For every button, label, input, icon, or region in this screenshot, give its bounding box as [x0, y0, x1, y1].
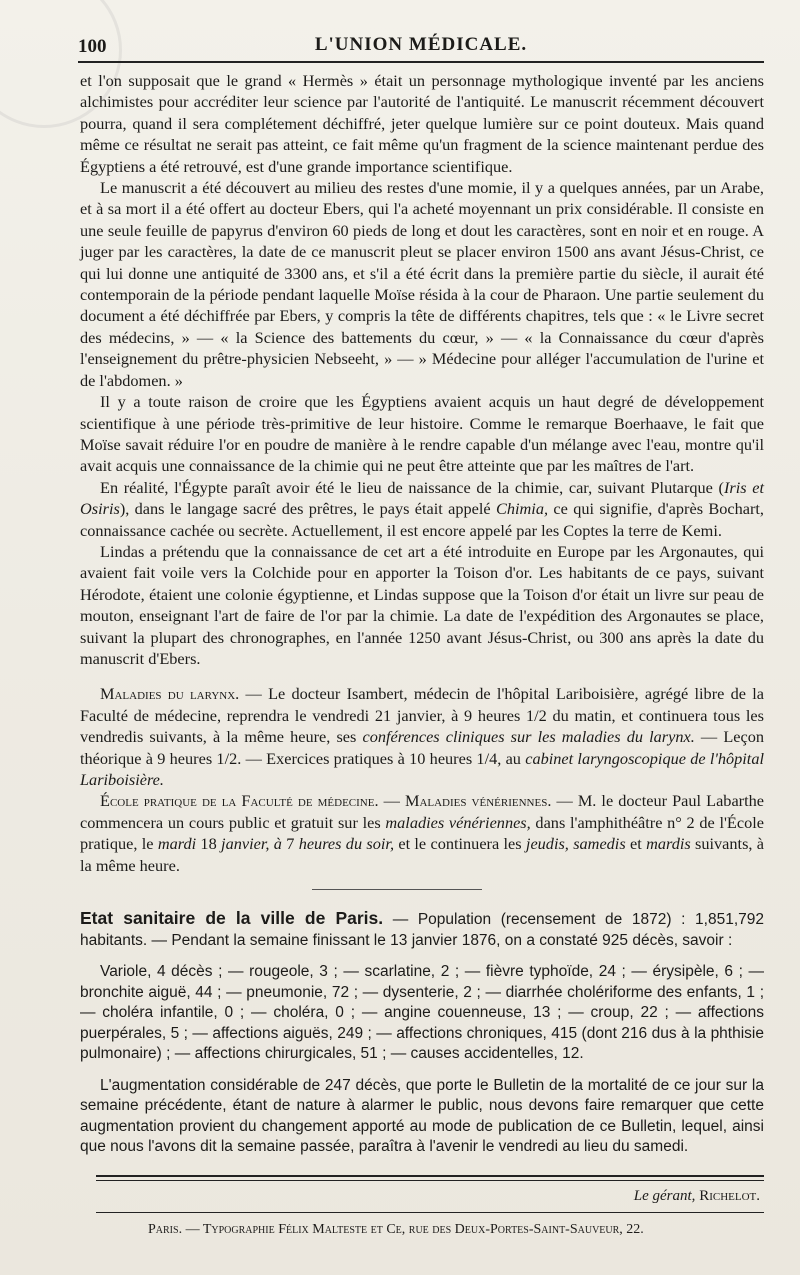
article-paragraph-1: et l'on supposait que le grand « Hermès » était un personnage mythologique inventé par les anciens alchimistes pour accréditer leur science par l'autorité de l'antiquité. Le manuscrit récemment découvert pourra, quand il sera complétement déchiffré, jeter quelque lumière sur ce point douteux. Mais quand même ce résultat ne serait pas atteint, ce fait même qu'un fragment de la science maintenant perdue des Égyptiens a été retrouvé, est d'une grande importance scientifique.: [80, 71, 764, 176]
article-body: [80, 70, 764, 876]
notice-ecole-text-f: et: [625, 834, 647, 854]
footer-rule-top-thin: [96, 1180, 764, 1181]
section-separator: [312, 889, 482, 890]
notice-ecole-italic-5: jeudis, samedis: [525, 834, 626, 854]
header-rule: [78, 61, 764, 63]
etat-title: Etat sanitaire de la ville de Paris.: [80, 908, 384, 928]
notice-ecole-heading-2: Maladies vénériennes.: [404, 791, 552, 811]
notice-ecole-heading: École pratique de la Faculté de médecine.: [100, 791, 379, 811]
notice-larynx-text-b: — Leçon théorique à 9 heures 1/2. — Exercices pratiques à 10 heures 1/4, au: [80, 727, 765, 768]
etat-causes: Variole, 4 décès ; — rougeole, 3 ; — scarlatine, 2 ; — fièvre typhoïde, 24 ; — érysipèle, 6 ; — bronchite aiguë, 44 ; — pneumonie, 72 ; — dysenterie, 2 ; — diarrhée cholériforme des enfants, 1 ; — choléra infantile, 0 ; — choléra, 0 ; — angine couenneuse, 13 ; — croup, 22 ; — affections puerpérales, 5 ; — affections aiguës, 249 ; — affections chroniques, 415 (dont 216 dus à la phthisie pulmonaire) ; — affections chirurgicales, 51 ; — causes accidentelles, 12.: [80, 963, 764, 1062]
section-gap: [80, 669, 764, 683]
notice-ecole-italic-2: mardi: [157, 834, 197, 854]
etat-gap: [80, 951, 764, 962]
notice-larynx-italic-1: conférences cliniques sur les maladies du larynx.: [362, 727, 695, 747]
notice-ecole-text-e: et le continuera les: [394, 834, 526, 854]
chimia-term: Chimia,: [496, 499, 549, 519]
signature-name: Richelot.: [699, 1188, 760, 1204]
notice-larynx: [80, 683, 764, 790]
etat-intro-text: — Population (recensement de 1872) : 1,851,792 habitants. — Pendant la semaine finissant le 13 janvier 1876, on a constaté 925 décès, savoir :: [80, 911, 764, 949]
notice-ecole-text-d: 7: [281, 834, 299, 854]
etat-sanitaire-section: [80, 908, 764, 1158]
iris-et-osiris-title: Iris et Osiris: [80, 477, 764, 519]
paragraph-4-text-b: ), dans le langage sacré des prêtres, le pays était appelé: [119, 499, 497, 519]
notice-ecole-text-a: — M. le docteur Paul Labarthe commencera un cours public et gratuit sur les: [80, 791, 764, 832]
notice-ecole-italic-1: maladies vénériennes,: [385, 812, 531, 832]
article-paragraph-3: Il y a toute raison de croire que les Égyptiens avaient acquis un haut degré de développement scientifique à une période très-primitive de leur histoire. Comme le remarque Boerhaave, le fait que Moïse savait réduire l'or en poudre de manière à le rendre capable d'un mélange avec l'eau, montre qu'il avait acquis une connaissance de la chimie qui ne peut être atteinte que par les maîtres de l'art.: [80, 392, 764, 476]
footer-rule-top: [96, 1175, 764, 1177]
article-paragraph-5: Lindas a prétendu que la connaissance de cet art a été introduite en Europe par les Argonautes, qui avaient fait voile vers la Colchide pour en apporter la Toison d'or. Les habitants de ce pays, suivant Hérodote, étaient une colonie égyptienne, et Lindas suppose que la Toison d'or était un livre sur peau de mouton, enseignant l'art de faire de l'or par la chimie. La date de l'expédition des Argonautes se place, suivant la plupart des chronographes, en l'année 1250 avant Jésus-Christ, ou 300 ans après la date du manuscrit d'Ebers.: [80, 541, 764, 668]
notice-larynx-text-a: — Le docteur Isambert, médecin de l'hôpital Lariboisière, agrégé libre de la Faculté de médecine, reprendra le vendredi 21 janvier, à 9 heures 1/2 du matin, et continuera tous les vendredis suivants, à la même heure, ses: [80, 684, 764, 747]
journal-title: L'UNION MÉDICALE.: [314, 34, 528, 55]
paragraph-4-text-c: ce qui signifie, d'après Bochart, connaissance cachée ou secrète. Actuellement, il est encore appelé par les Coptes la terre de Kemi.: [80, 499, 764, 540]
signature-label: Le gérant,: [633, 1188, 696, 1204]
signature-area: [96, 1175, 764, 1215]
etat-gap-2: [80, 1065, 764, 1076]
paragraph-4-text-a: En réalité, l'Égypte paraît avoir été le lieu de naissance de la chimie, car, suivant Plutarque (: [100, 477, 724, 497]
notice-ecole-text-g: suivants, à la même heure.: [80, 834, 765, 875]
article-paragraph-2: Le manuscrit a été découvert au milieu des restes d'une momie, il y a quelques années, par un Arabe, et à sa mort il a été offert au docteur Ebers, qui l'a acheté moyennant un prix considérable. Il consiste en une seule feuille de papyrus d'environ 60 pieds de long et dout les caractères, sont en noir et en rouge. A juger par les caractères, la date de ce manuscrit pleut se placer environ 1500 ans avant Jésus-Christ, ce qui lui donne une antiquité de 3300 ans, et s'il a été écrit dans la première partie du siècle, il aurait été contemporain de la période pendant laquelle Moïse résida à la cour de Pharaon. Une partie seulement du document a été déchiffrée par Ebers, y compris la tête de différents chapitres, tels que : « le Livre secret des médecins, » — « la Science des battements du cœur, » — « la Connaissance du cœur d'après l'enseignement du prêtre-physicien Nebseeht, » — » Médecine pour alléger l'accumulation de l'urine et de l'abdomen. »: [80, 178, 764, 390]
etat-intro: [80, 908, 764, 951]
etat-remark: L'augmentation considérable de 247 décès, que porte le Bulletin de la mortalité de ce jour sur la semaine précédente, étant de nature à alarmer le public, nous devons faire remarquer que cette augmentation provient du changement apporté au mode de publication de ce Bulletin, lequel, ainsi que nous l'avons dit la semaine passée, paraîtra à l'avenir le vendredi au lieu du samedi.: [80, 1076, 764, 1155]
page-number: 100: [78, 36, 107, 57]
footer-rule-bottom: [96, 1212, 764, 1213]
running-head: [78, 30, 764, 64]
notice-ecole-text-c: 18: [196, 834, 222, 854]
notice-ecole-italic-4: heures du soir,: [298, 834, 395, 854]
notice-larynx-italic-2: cabinet laryngoscopique de l'hôpital Lariboisière.: [80, 748, 764, 789]
notice-ecole-italic-3: janvier, à: [221, 834, 282, 854]
signature: [634, 1188, 760, 1205]
notice-larynx-heading: Maladies du larynx.: [100, 684, 240, 704]
notice-ecole: [80, 790, 764, 876]
notice-ecole-text-b: dans l'amphithéâtre n° 2 de l'École pratique, le: [80, 812, 764, 854]
notice-ecole-dash: —: [378, 791, 405, 811]
printer-imprint: Paris. — Typographie Félix Malteste et Ce, rue des Deux-Portes-Saint-Sauveur, 22.: [148, 1222, 644, 1237]
notice-ecole-italic-6: mardis: [646, 834, 691, 854]
article-paragraph-4: [80, 477, 764, 541]
